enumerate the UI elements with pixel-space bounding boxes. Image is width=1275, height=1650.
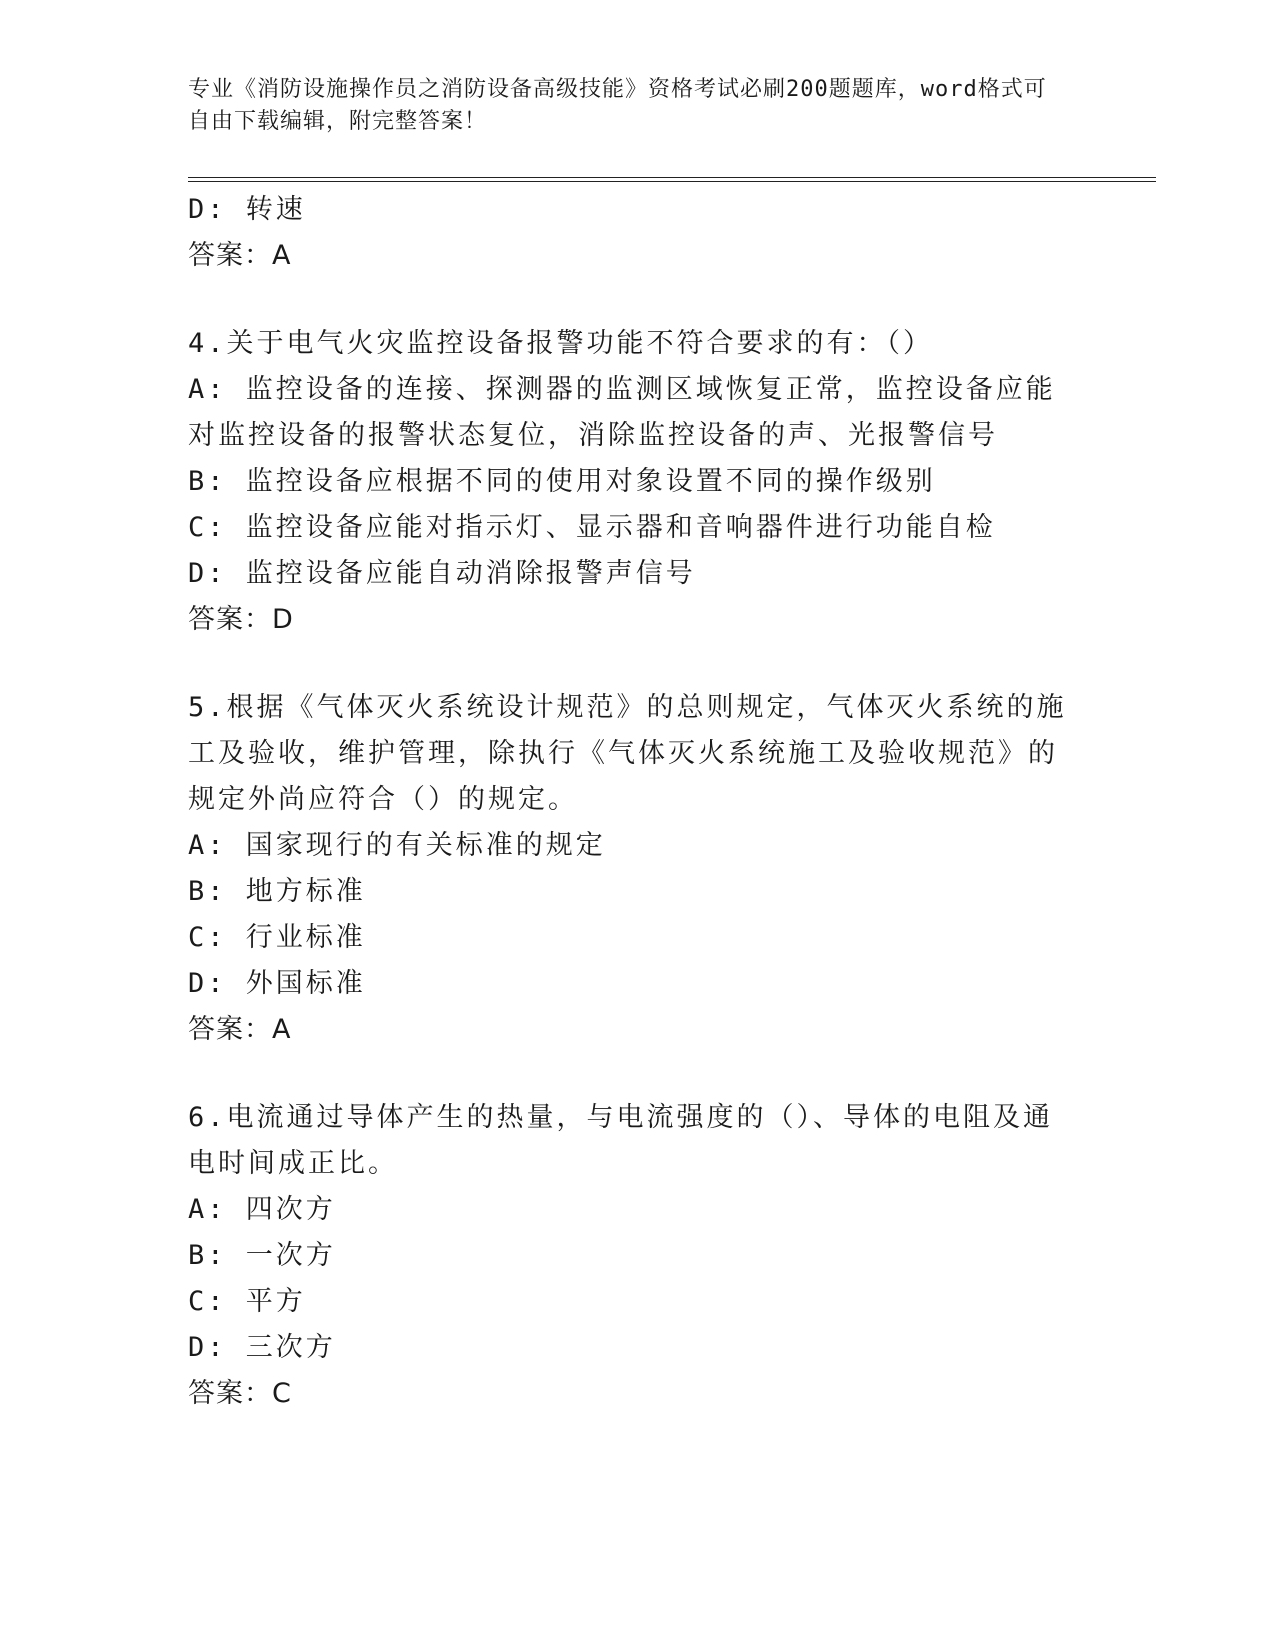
option-a: A: 国家现行的有关标准的规定 bbox=[188, 830, 606, 861]
option-a: A: 监控设备的连接、探测器的监测区域恢复正常，监控设备应能对监控设备的报警状态复位，消除监控设备的声、光报警信号 bbox=[188, 374, 1056, 451]
option-c: C: 平方 bbox=[188, 1286, 306, 1317]
question-4 bbox=[188, 321, 1088, 643]
page-header bbox=[188, 74, 1068, 138]
option-d: D: 监控设备应能自动消除报警声信号 bbox=[188, 558, 696, 589]
answer: 答案：A bbox=[188, 1014, 292, 1045]
answer: 答案：D bbox=[188, 604, 294, 635]
header-divider bbox=[188, 177, 1156, 182]
option-b: B: 一次方 bbox=[188, 1240, 336, 1271]
question-stem: 5.根据《气体灭火系统设计规范》的总则规定，气体灭火系统的施工及验收，维护管理，除执行《气体灭火系统施工及验收规范》的规定外尚应符合（）的规定。 bbox=[188, 692, 1067, 815]
option-b: B: 监控设备应根据不同的使用对象设置不同的操作级别 bbox=[188, 466, 936, 497]
answer: 答案：C bbox=[188, 1378, 292, 1409]
option-a: A: 四次方 bbox=[188, 1194, 336, 1225]
option-c: C: 监控设备应能对指示灯、显示器和音响器件进行功能自检 bbox=[188, 512, 996, 543]
document-body bbox=[188, 187, 1088, 1417]
question-6 bbox=[188, 1095, 1088, 1417]
option-d: D: 转速 bbox=[188, 194, 306, 225]
option-d: D: 外国标准 bbox=[188, 968, 366, 999]
option-d: D: 三次方 bbox=[188, 1332, 336, 1363]
option-b: B: 地方标准 bbox=[188, 876, 366, 907]
question-5 bbox=[188, 685, 1088, 1053]
header-title: 专业《消防设施操作员之消防设备高级技能》资格考试必刷200题题库，word格式可自由下载编辑，附完整答案！ bbox=[188, 77, 1047, 134]
question-stem: 4.关于电气火灾监控设备报警功能不符合要求的有：（） bbox=[188, 328, 934, 359]
answer: 答案：A bbox=[188, 240, 292, 271]
option-c: C: 行业标准 bbox=[188, 922, 366, 953]
question-stem: 6.电流通过导体产生的热量，与电流强度的（）、导体的电阻及通电时间成正比。 bbox=[188, 1102, 1054, 1179]
question-fragment bbox=[188, 187, 1088, 279]
